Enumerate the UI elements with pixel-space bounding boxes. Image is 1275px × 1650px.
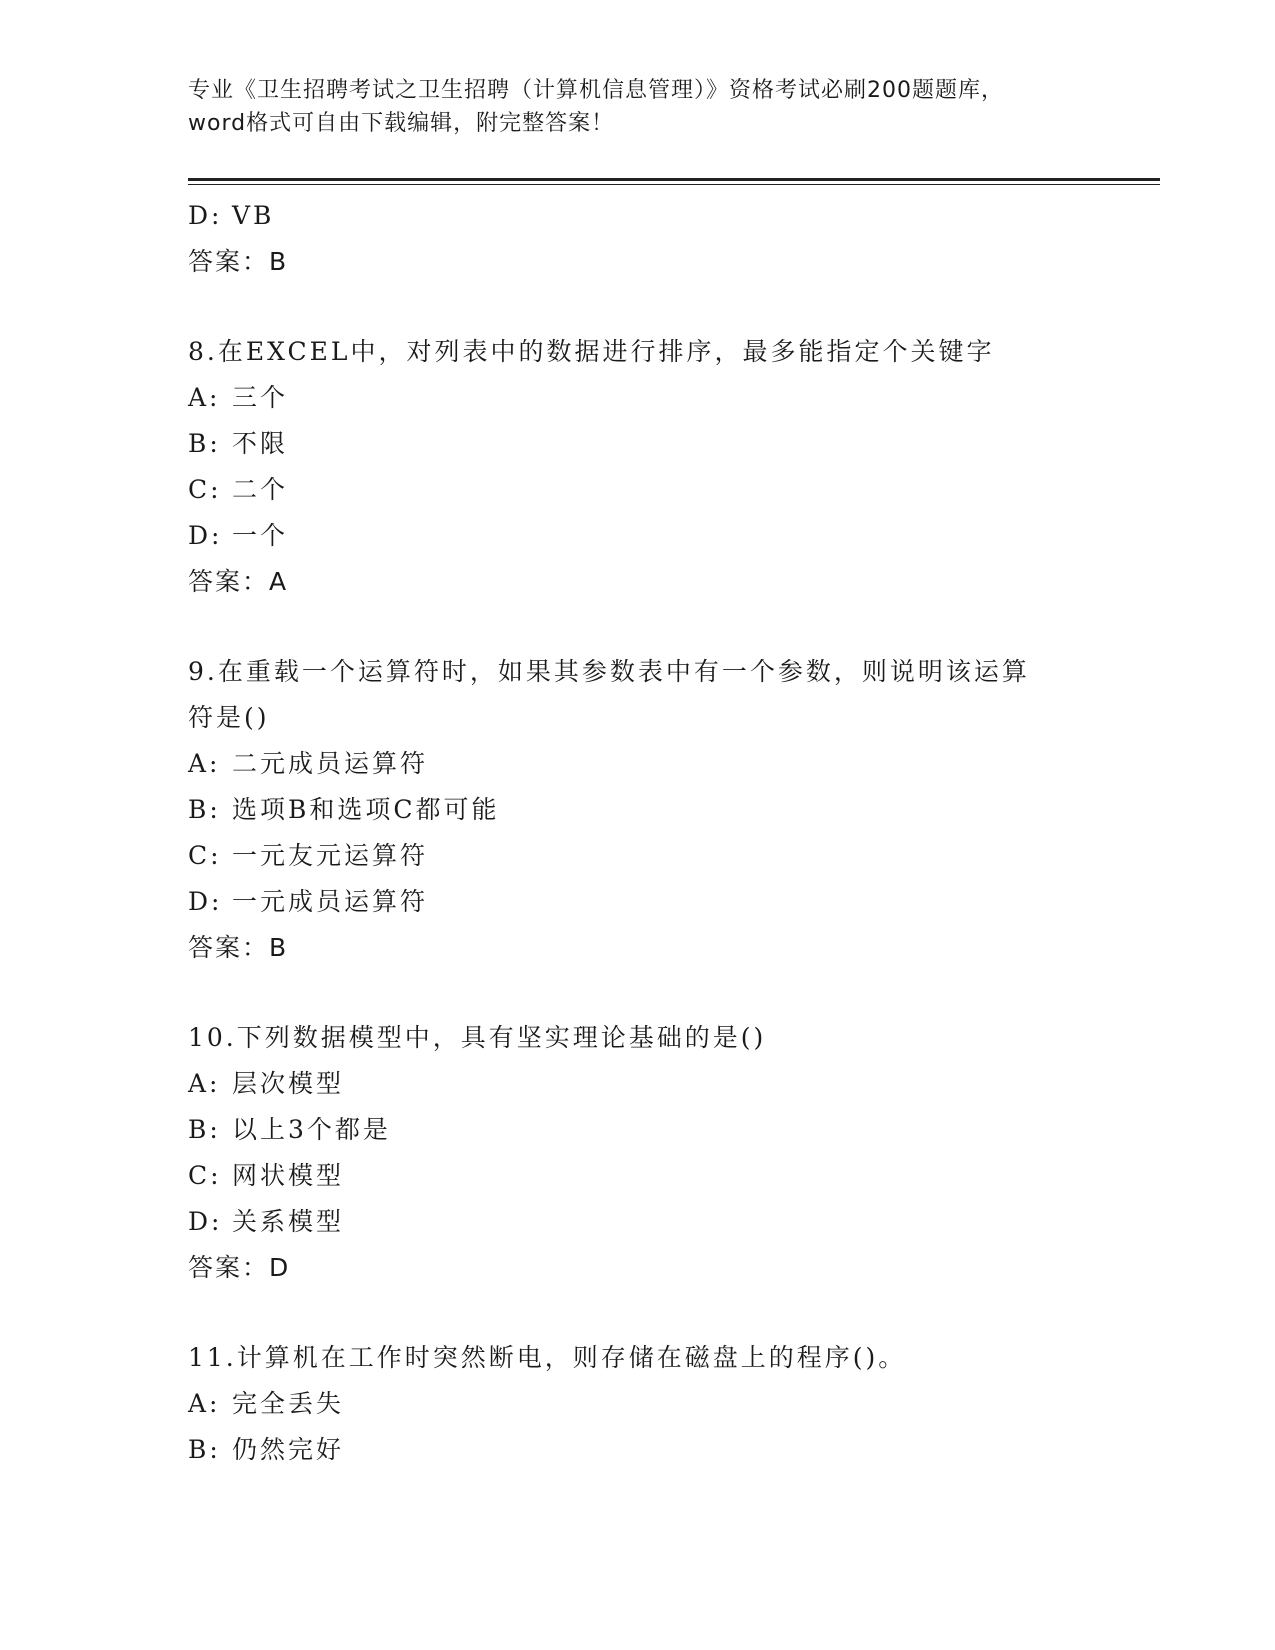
option-b xyxy=(188,1427,1088,1473)
option-a xyxy=(188,375,1088,421)
option-a xyxy=(188,741,1088,787)
option-text: VB xyxy=(232,201,275,230)
option-text: 以上3个都是 xyxy=(232,1115,391,1144)
answer-line: 答案：D xyxy=(188,1253,291,1282)
option-label: A: xyxy=(188,1069,221,1098)
option-text: 二元成员运算符 xyxy=(232,749,429,778)
option-d xyxy=(188,879,1088,925)
question-stem: 8.在EXCEL中，对列表中的数据进行排序，最多能指定个关键字 xyxy=(188,337,995,366)
option-c xyxy=(188,1153,1088,1199)
option-text: 三个 xyxy=(232,383,289,412)
option-label: C: xyxy=(188,475,222,504)
option-label: A: xyxy=(188,749,221,778)
option-label: B: xyxy=(188,429,221,458)
option-b xyxy=(188,421,1088,467)
option-label: B: xyxy=(188,1435,221,1464)
option-text: 一个 xyxy=(232,521,289,550)
option-d xyxy=(188,1199,1088,1245)
option-label: D: xyxy=(188,1207,223,1236)
option-label: B: xyxy=(188,795,221,824)
question-stem: 9.在重载一个运算符时，如果其参数表中有一个参数，则说明该运算 xyxy=(188,657,1030,686)
header-divider-thick xyxy=(188,178,1160,181)
answer-line: 答案：A xyxy=(188,567,289,596)
answer-line: 答案：B xyxy=(188,933,289,962)
option-text: 不限 xyxy=(232,429,289,458)
option-label: D: xyxy=(188,887,223,916)
document-header xyxy=(188,74,1088,140)
option-text: 选项B和选项C都可能 xyxy=(232,795,500,824)
option-a xyxy=(188,1061,1088,1107)
question-stem: 10.下列数据模型中，具有坚实理论基础的是() xyxy=(188,1023,767,1052)
option-d xyxy=(188,513,1088,559)
option-c xyxy=(188,467,1088,513)
option-text: 二个 xyxy=(232,475,289,504)
option-text: 一元友元运算符 xyxy=(232,841,429,870)
option-label: D: xyxy=(188,521,223,550)
header-title-line-2: word格式可自由下载编辑，附完整答案！ xyxy=(188,111,615,136)
option-text: 层次模型 xyxy=(232,1069,345,1098)
option-text: 仍然完好 xyxy=(232,1435,345,1464)
header-title-line-1: 专业《卫生招聘考试之卫生招聘（计算机信息管理）》资格考试必刷200题题库， xyxy=(188,78,1004,103)
option-text: 网状模型 xyxy=(232,1161,345,1190)
option-a xyxy=(188,1381,1088,1427)
answer-line: 答案：B xyxy=(188,247,289,276)
option-b xyxy=(188,787,1088,833)
option-text: 关系模型 xyxy=(232,1207,345,1236)
question-stem: 11.计算机在工作时突然断电，则存储在磁盘上的程序()。 xyxy=(188,1343,907,1372)
option-c xyxy=(188,833,1088,879)
option-label: A: xyxy=(188,383,221,412)
option-label: C: xyxy=(188,1161,222,1190)
option-text: 一元成员运算符 xyxy=(232,887,429,916)
option-label: C: xyxy=(188,841,222,870)
option-d xyxy=(188,193,1088,239)
option-label: D: xyxy=(188,201,223,230)
question-stem-continued: 符是() xyxy=(188,703,270,732)
option-b xyxy=(188,1107,1088,1153)
option-label: A: xyxy=(188,1389,221,1418)
option-label: B: xyxy=(188,1115,221,1144)
header-divider-thin xyxy=(188,184,1160,185)
question-list xyxy=(188,193,1088,1473)
option-text: 完全丢失 xyxy=(232,1389,345,1418)
